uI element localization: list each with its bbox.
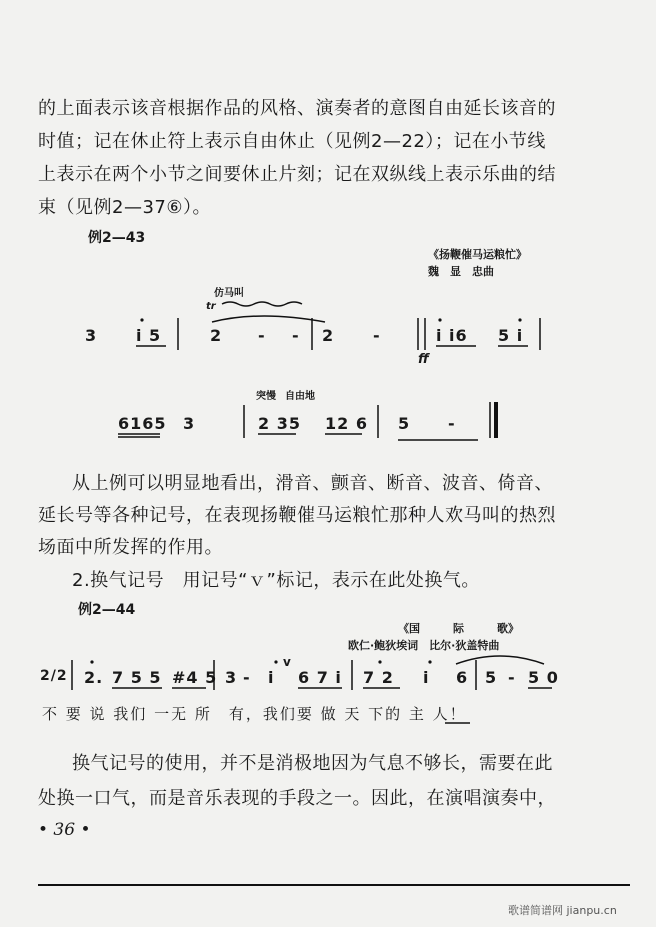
note: 6 xyxy=(456,668,469,687)
note: - xyxy=(508,668,516,687)
source-title: 《扬鞭催马运粮忙》 xyxy=(428,248,527,261)
note: i xyxy=(423,668,430,687)
note: 5 xyxy=(398,414,411,433)
body-text-line: 时值；记在休止符上表示自由休止（见例2—22）；记在小节线 xyxy=(38,131,546,152)
note: 2 xyxy=(322,326,335,345)
note: i 5 xyxy=(136,326,162,345)
note: #4 5 xyxy=(172,668,218,687)
body-text-line: 场面中所发挥的作用。 xyxy=(38,537,223,558)
body-text-line: 从上例可以明显地看出，滑音、颤音、断音、波音、倚音、 xyxy=(72,473,553,494)
watermark: 歌谱简谱网 jianpu.cn xyxy=(508,904,617,917)
dynamic-mark: ff xyxy=(418,352,429,367)
note: - xyxy=(448,414,456,433)
note: 6 7 i xyxy=(298,668,342,687)
note: 7 5 5 xyxy=(112,668,162,687)
source-title: 《国 际 歌》 xyxy=(398,622,519,635)
body-text-line: 上表示在两个小节之间要休止片刻；记在双纵线上表示乐曲的结 xyxy=(38,164,556,185)
lyrics: 不 要 说 我们 一无 所 有，我们要 做 天 下的 主 人！ xyxy=(42,705,467,723)
note: 5 i xyxy=(498,326,524,345)
note: i i6 xyxy=(436,326,468,345)
performance-mark: 仿马叫 xyxy=(214,288,244,299)
body-text-line: 的上面表示该音根据作品的风格、演奏者的意图自由延长该音的 xyxy=(38,98,556,119)
note: 5 0 xyxy=(528,668,559,687)
source-composer: 欧仁·鲍狄埃词 比尔·狄盖特曲 xyxy=(348,639,500,652)
tempo-mark: 自由地 xyxy=(285,391,315,402)
trill-mark: tr xyxy=(206,301,216,312)
note: - xyxy=(292,326,300,345)
tempo-mark: 突慢 xyxy=(256,391,276,402)
note: 5 xyxy=(485,668,498,687)
body-text-line: 延长号等各种记号，在表现扬鞭催马运粮忙那种人欢马叫的热烈 xyxy=(38,505,556,526)
example-label: 例2—43 xyxy=(88,230,146,246)
note: - xyxy=(258,326,266,345)
body-text-line: 束（见例2—37⑥）。 xyxy=(38,197,211,218)
note: i xyxy=(268,668,275,687)
body-text-line: 处换一口气，而是音乐表现的手段之一。因此，在演唱演奏中， xyxy=(38,788,556,809)
note: 3 xyxy=(183,414,196,433)
note: 12 6 xyxy=(325,414,368,433)
note: - xyxy=(373,326,381,345)
time-signature: 2/2 xyxy=(40,668,68,684)
note: 3 xyxy=(85,326,98,345)
note: 6165 xyxy=(118,414,167,433)
example-label: 例2—44 xyxy=(78,602,136,618)
note: 2. xyxy=(84,668,104,687)
section-heading: 2.换气记号 用记号“ｖ”标记，表示在此处换气。 xyxy=(72,570,480,591)
source-composer: 魏 显 忠曲 xyxy=(428,265,494,278)
note: 3 xyxy=(225,668,238,687)
note: 2 xyxy=(210,326,223,345)
note: 2 35 xyxy=(258,414,301,433)
page-number: • 36 • xyxy=(38,820,91,840)
breath-mark: v xyxy=(283,655,291,669)
note: - xyxy=(243,668,251,687)
body-text-line: 换气记号的使用，并不是消极地因为气息不够长，需要在此 xyxy=(72,753,553,774)
note: 7 2 xyxy=(363,668,394,687)
